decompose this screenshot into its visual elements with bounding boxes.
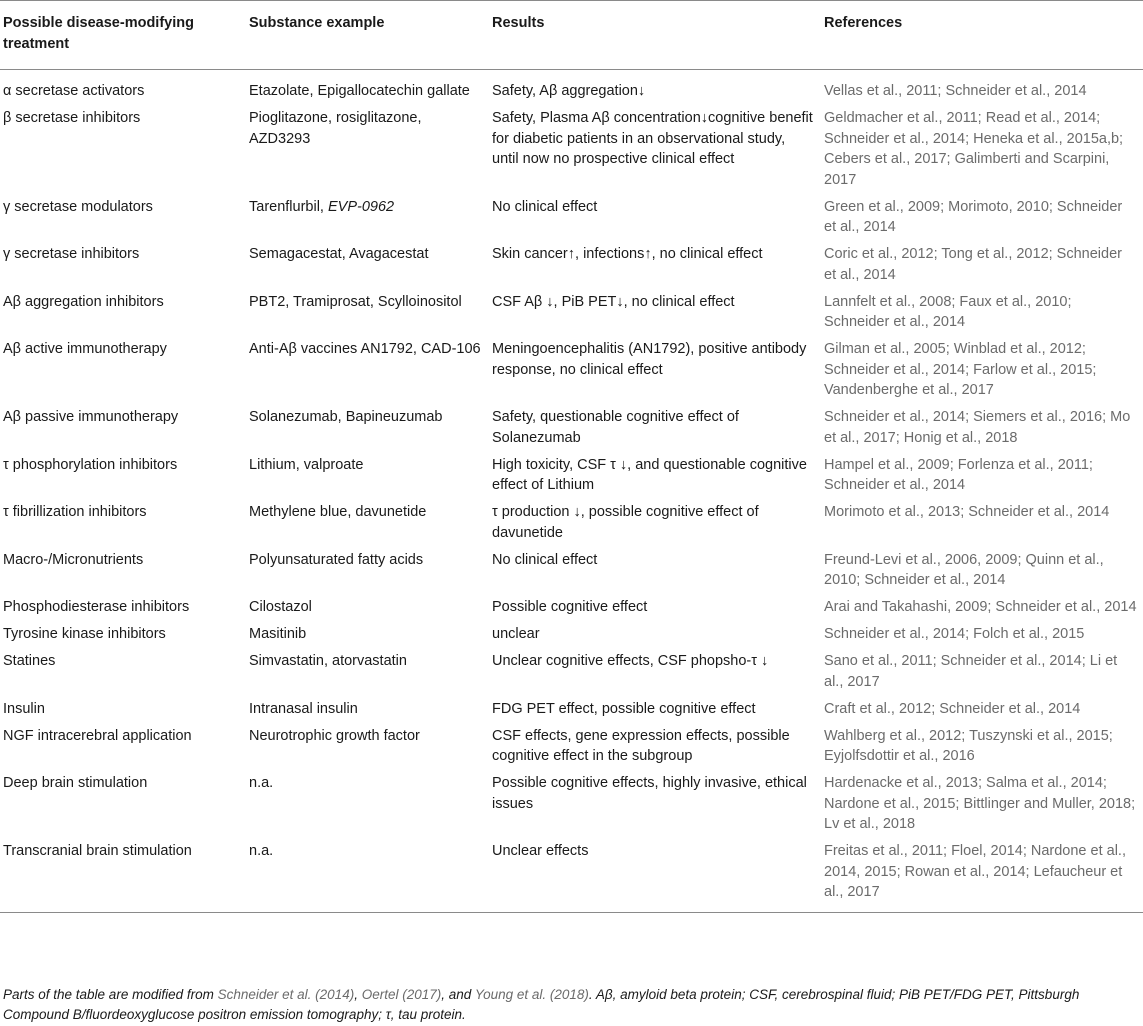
table-row	[0, 773, 1143, 841]
references-cell[interactable]: Freitas et al., 2011; Floel, 2014; Nardone et al., 2014, 2015; Rowan et al., 2014; Lefaucheur et al., 2017	[821, 841, 1143, 912]
results-cell: Safety, questionable cognitive effect of Solanezumab	[492, 409, 739, 446]
substance-cell: n.a.	[249, 775, 274, 791]
treatment-cell: Insulin	[3, 700, 45, 717]
references-cell[interactable]: Vellas et al., 2011; Schneider et al., 2014	[824, 83, 1087, 99]
references-cell[interactable]: Lannfelt et al., 2008; Faux et al., 2010; Schneider et al., 2014	[824, 293, 1072, 330]
results-cell: Safety, Aβ aggregation↓	[492, 83, 646, 99]
caption-text: ,	[354, 987, 362, 1002]
table-row	[0, 841, 1143, 912]
results-cell: High toxicity, CSF τ ↓, and questionable cognitive effect of Lithium	[492, 456, 807, 493]
substance-cell: Pioglitazone, rosiglitazone, AZD3293	[249, 110, 422, 147]
results-cell: CSF Aβ ↓, PiB PET↓, no clinical effect	[492, 293, 735, 310]
caption-text: , and	[441, 987, 475, 1002]
caption-citation-link[interactable]: Young et al. (2018)	[474, 987, 589, 1002]
substance-cell: Methylene blue, davunetide	[249, 504, 427, 520]
caption-text: . Aβ, amyloid beta protein; CSF, cerebrospinal fluid; PiB PET/FDG PET, Pittsburgh Compound B/fluordeoxyglucose positron emission tomography; τ, tau protein.	[3, 987, 1080, 1022]
table-row	[0, 699, 1143, 726]
references-cell[interactable]: Wahlberg et al., 2012; Tuszynski et al., 2015; Eyjolfsdottir et al., 2016	[824, 727, 1113, 764]
results-cell: Possible cognitive effects, highly invasive, ethical issues	[492, 775, 807, 812]
references-cell[interactable]: Freund-Levi et al., 2006, 2009; Quinn et al., 2010; Schneider et al., 2014	[824, 551, 1104, 588]
results-cell: FDG PET effect, possible cognitive effect	[492, 700, 756, 717]
header-references: References	[821, 1, 1143, 70]
treatment-cell: γ secretase inhibitors	[3, 246, 140, 262]
treatment-cell: α secretase activators	[3, 83, 145, 99]
results-cell: No clinical effect	[492, 551, 598, 568]
treatment-cell: τ fibrillization inhibitors	[3, 504, 147, 520]
references-cell[interactable]: Coric et al., 2012; Tong et al., 2012; Schneider et al., 2014	[824, 246, 1122, 283]
results-cell: Skin cancer↑, infections↑, no clinical effect	[492, 246, 763, 262]
treatment-cell: β secretase inhibitors	[3, 110, 141, 126]
table-header	[0, 1, 1143, 70]
table-row	[0, 550, 1143, 598]
references-cell[interactable]: Hardenacke et al., 2013; Salma et al., 2014; Nardone et al., 2015; Bittlinger and Muller, 2018; Lv et al., 2018	[824, 775, 1136, 832]
caption-citation-link[interactable]: Oertel (2017)	[361, 987, 442, 1002]
results-cell: Possible cognitive effect	[492, 599, 648, 615]
references-cell[interactable]: Schneider et al., 2014; Folch et al., 2015	[824, 626, 1085, 642]
header-substance: Substance example	[246, 1, 489, 70]
references-cell[interactable]: Craft et al., 2012; Schneider et al., 2014	[824, 700, 1081, 717]
caption-text: Parts of the table are modified from	[3, 987, 218, 1002]
treatment-cell: NGF intracerebral application	[3, 727, 192, 744]
table-caption	[3, 985, 1139, 1025]
substance-cell: Semagacestat, Avagacestat	[249, 246, 429, 262]
table-row	[0, 244, 1143, 292]
substance-cell: Etazolate, Epigallocatechin gallate	[249, 83, 470, 99]
treatment-cell: Statines	[3, 653, 56, 669]
caption-citation-link[interactable]: Schneider et al. (2014)	[217, 987, 355, 1002]
references-cell[interactable]: Morimoto et al., 2013; Schneider et al., 2014	[824, 504, 1110, 520]
table-row	[0, 70, 1143, 109]
table-row	[0, 339, 1143, 407]
treatment-cell: Aβ passive immunotherapy	[3, 409, 179, 425]
table-body	[0, 70, 1143, 913]
treatment-cell: Transcranial brain stimulation	[0, 841, 246, 912]
treatment-cell: γ secretase modulators	[3, 198, 153, 215]
substance-cell: Neurotrophic growth factor	[249, 727, 420, 744]
table-row	[0, 108, 1143, 197]
substance-cell: Intranasal insulin	[249, 700, 358, 717]
treatment-cell: Aβ active immunotherapy	[3, 341, 167, 357]
header-treatment: Possible disease-modifying treatment	[0, 1, 246, 70]
treatment-cell: Tyrosine kinase inhibitors	[3, 626, 166, 642]
substance-cell: Polyunsaturated fatty acids	[249, 551, 424, 568]
substance-cell: PBT2, Tramiprosat, Scylloinositol	[249, 293, 462, 310]
table-row	[0, 726, 1143, 774]
references-cell[interactable]: Schneider et al., 2014; Siemers et al., 2016; Mo et al., 2017; Honig et al., 2018	[824, 409, 1131, 446]
treatment-cell: Macro-/Micronutrients	[3, 551, 144, 568]
header-results: Results	[489, 1, 821, 70]
references-cell[interactable]: Gilman et al., 2005; Winblad et al., 2012; Schneider et al., 2014; Farlow et al., 2015; Vandenberghe et al., 2017	[824, 341, 1097, 398]
results-cell: CSF effects, gene expression effects, possible cognitive effect in the subgroup	[492, 727, 790, 764]
substance-cell: Anti-Aβ vaccines AN1792, CAD-106	[249, 341, 481, 357]
substance-cell: Cilostazol	[249, 599, 312, 615]
results-cell: Unclear cognitive effects, CSF phopsho-τ ↓	[492, 653, 769, 669]
table-row	[0, 502, 1143, 550]
results-cell: Unclear effects	[489, 841, 821, 912]
references-cell[interactable]: Arai and Takahashi, 2009; Schneider et al., 2014	[824, 599, 1137, 615]
table-row	[0, 197, 1143, 245]
substance-cell: Simvastatin, atorvastatin	[249, 653, 407, 669]
substance-cell: Lithium, valproate	[249, 456, 364, 473]
table-row	[0, 651, 1143, 699]
substance-cell: Masitinib	[249, 626, 307, 642]
references-cell[interactable]: Geldmacher et al., 2011; Read et al., 2014; Schneider et al., 2014; Heneka et al., 2015a,b; Cebers et al., 2017; Galimberti and Scarpini, 2017	[824, 110, 1124, 188]
substance-cell: n.a.	[246, 841, 489, 912]
table-row	[0, 407, 1143, 455]
references-cell[interactable]: Sano et al., 2011; Schneider et al., 2014; Li et al., 2017	[824, 653, 1118, 690]
treatment-cell: τ phosphorylation inhibitors	[3, 456, 178, 473]
treatment-cell: Deep brain stimulation	[3, 775, 148, 791]
treatment-cell: Phosphodiesterase inhibitors	[3, 599, 190, 615]
table-row	[0, 455, 1143, 503]
results-cell: τ production ↓, possible cognitive effect of davunetide	[492, 504, 759, 541]
references-cell[interactable]: Hampel et al., 2009; Forlenza et al., 2011; Schneider et al., 2014	[824, 456, 1093, 493]
results-cell: unclear	[492, 626, 540, 642]
results-cell: Safety, Plasma Aβ concentration↓cognitive benefit for diabetic patients in an observational study, until now no prospective clinical effect	[492, 110, 813, 167]
header-row	[0, 1, 1143, 70]
table-row	[0, 597, 1143, 624]
table-row	[0, 624, 1143, 651]
treatment-cell: Aβ aggregation inhibitors	[3, 293, 164, 310]
substance-cell: Tarenflurbil, EVP-0962	[249, 198, 395, 215]
results-cell: Meningoencephalitis (AN1792), positive antibody response, no clinical effect	[492, 341, 807, 378]
references-cell[interactable]: Green et al., 2009; Morimoto, 2010; Schneider et al., 2014	[824, 198, 1123, 235]
table-row	[0, 292, 1143, 340]
substance-cell: Solanezumab, Bapineuzumab	[249, 409, 443, 425]
results-cell: No clinical effect	[492, 198, 598, 215]
